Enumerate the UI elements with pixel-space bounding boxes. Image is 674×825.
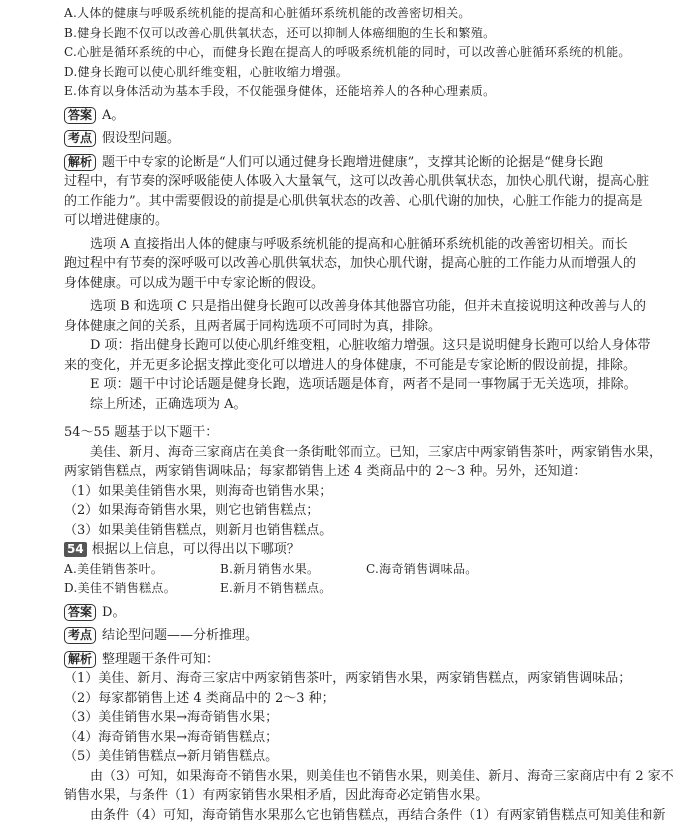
analysis-item: （1）美佳、新月、海奇三家店中两家销售茶叶，两家销售水果，两家销售糕点，两家销售调味品；	[64, 669, 612, 689]
reasoning-line: 由（3）可知，如果海奇不销售水果，则美佳也不销售水果，则美佳、新月、海奇三家商店中有 2 家不	[64, 767, 612, 787]
stem-line: 美佳、新月、海奇三家商店在美食一条街毗邻而立。已知，三家店中两家销售茶叶，两家销售水果，	[64, 443, 612, 463]
point-54	[64, 626, 612, 646]
question-number-badge: 54	[64, 542, 87, 557]
point-tag: 考点	[64, 130, 96, 147]
answer-value: D。	[102, 605, 125, 620]
analysis-head: 整理题干条件可知：	[102, 652, 219, 667]
condition-item: （3）如果美佳销售糕点，则新月也销售糕点。	[64, 521, 612, 541]
paragraph-line: 选项 B 和选项 C 只是指出健身长跑可以改善身体其他器官功能，但并未直接说明这种改善与人的	[64, 297, 612, 317]
option-e: E.体育以身体活动为基本手段，不仅能强身健体，还能培养人的各种心理素质。	[64, 82, 612, 102]
group-intro: 54～55 题基于以下题干：	[64, 423, 612, 443]
option-d: D.美佳不销售糕点。	[64, 579, 220, 599]
question-54	[64, 540, 612, 560]
analysis-line: 题干中专家的论断是“人们可以通过健身长跑增进健康”，支撑其论断的论据是“健身长跑	[102, 155, 603, 170]
point-value: 结论型问题——分析推理。	[102, 628, 258, 643]
paragraph-line: 跑过程中有节奏的深呼吸可以改善心肌供氧状态，加快心肌代谢，提高心脏的工作能力从而增强人的	[64, 254, 612, 274]
option-c: C.海奇销售调味品。	[366, 560, 566, 580]
paragraph-line: 来的变化，并无更多论据支撑此变化可以增进人的身体健康，不可能是专家论断的假设前提，排除。	[64, 356, 612, 376]
option-d: D.健身长跑可以使心肌纤维变粗，心脏收缩力增强。	[64, 63, 612, 83]
question-53-options	[64, 4, 612, 102]
analysis-54-head	[64, 650, 612, 670]
analysis-line: 的工作能力”。其中需要假设的前提是心肌供氧状态的改善、心肌代谢的加快，心脏工作能力的提高是	[64, 192, 612, 212]
paragraph-option-bc	[64, 297, 612, 336]
answer-tag: 答案	[64, 604, 96, 621]
reasoning-line: 销售水果，与条件（1）有两家销售水果相矛盾，因此海奇必定销售水果。	[64, 786, 612, 806]
option-a: A.人体的健康与呼吸系统机能的提高和心脏循环系统机能的改善密切相关。	[64, 4, 612, 24]
paragraph-option-a	[64, 235, 612, 294]
reasoning-line: 由条件（4）可知，海奇销售水果那么它也销售糕点，再结合条件（1）有两家销售糕点可知美佳和新	[64, 806, 612, 825]
paragraph-option-e: E 项：题干中讨论话题是健身长跑，选项话题是体育，两者不是同一事物属于无关选项，排除。	[64, 375, 612, 395]
paragraph-line: 选项 A 直接指出人体的健康与呼吸系统机能的提高和心脏循环系统机能的改善密切相关。而长	[64, 235, 612, 255]
analysis-line: 过程中，有节奏的深呼吸能使人体吸入大量氧气，这可以改善心肌供氧状态，加快心肌代谢，提高心脏	[64, 172, 612, 192]
analysis-tag: 解析	[64, 154, 96, 171]
point-tag: 考点	[64, 627, 96, 644]
analysis-line: 可以增进健康的。	[64, 211, 612, 231]
paragraph-line: 身体健康之间的关系，且两者属于同构选项不可同时为真，排除。	[64, 317, 612, 337]
question-stem	[64, 443, 612, 482]
answer-53	[64, 106, 612, 126]
analysis-item: （4）海奇销售水果→海奇销售糕点；	[64, 728, 612, 748]
conclusion: 综上所述，正确选项为 A。	[64, 395, 612, 415]
paragraph-option-d	[64, 336, 612, 375]
option-a: A.美佳销售茶叶。	[64, 560, 220, 580]
analysis-item: （2）每家都销售上述 4 类商品中的 2～3 种；	[64, 689, 612, 709]
option-b: B.新月销售水果。	[220, 560, 366, 580]
analysis-item: （3）美佳销售水果→海奇销售水果；	[64, 708, 612, 728]
paragraph-line: 身体健康。可以成为题干中专家论断的假设。	[64, 274, 612, 294]
condition-list	[64, 482, 612, 541]
point-value: 假设型问题。	[102, 131, 180, 146]
answer-value: A。	[102, 108, 124, 123]
option-e: E.新月不销售糕点。	[220, 579, 366, 599]
question-text: 根据以上信息，可以得出以下哪项？	[92, 542, 300, 557]
question-54-options-row2	[64, 579, 612, 599]
stem-line: 两家销售糕点，两家销售调味品；每家都销售上述 4 类商品中的 2～3 种。另外，还知道：	[64, 462, 612, 482]
analysis-54-reasoning	[64, 767, 612, 825]
question-54-options-row1	[64, 560, 612, 580]
option-c: C.心脏是循环系统的中心，而健身长跑在提高人的呼吸系统机能的同时，可以改善心脏循环系统的机能。	[64, 43, 612, 63]
point-53	[64, 129, 612, 149]
analysis-item: （5）美佳销售糕点→新月销售糕点。	[64, 747, 612, 767]
answer-54	[64, 603, 612, 623]
condition-item: （2）如果海奇销售水果，则它也销售糕点；	[64, 501, 612, 521]
analysis-tag: 解析	[64, 651, 96, 668]
analysis-54-items	[64, 669, 612, 767]
document-page	[64, 4, 612, 825]
answer-tag: 答案	[64, 107, 96, 124]
option-b: B.健身长跑不仅可以改善心肌供氧状态，还可以抑制人体癌细胞的生长和繁殖。	[64, 24, 612, 44]
condition-item: （1）如果美佳销售水果，则海奇也销售水果；	[64, 482, 612, 502]
analysis-53	[64, 153, 612, 231]
paragraph-line: D 项：指出健身长跑可以使心肌纤维变粗，心脏收缩力增强。这只是说明健身长跑可以给人身体带	[64, 336, 612, 356]
